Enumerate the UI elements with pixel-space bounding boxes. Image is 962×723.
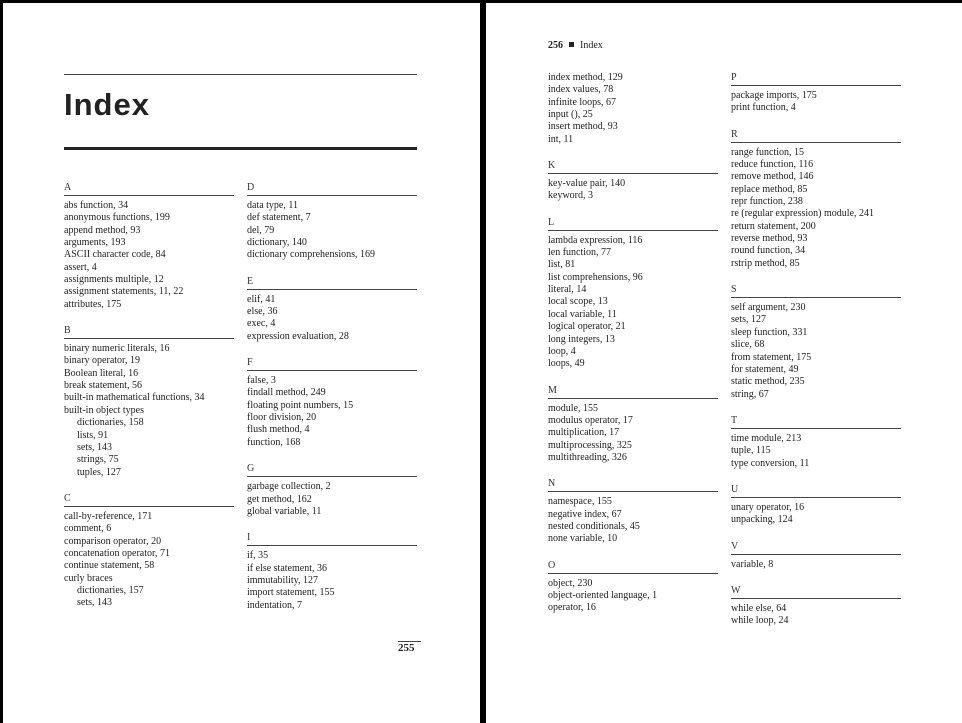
- index-entry: reverse method, 93: [731, 233, 808, 245]
- index-entry: long integers, 13: [548, 333, 615, 345]
- index-entry: comparison operator, 20: [64, 535, 162, 547]
- entry-list: [731, 147, 901, 270]
- section-letter: F: [247, 357, 253, 369]
- index-entry: loop, 4: [548, 345, 576, 357]
- entry-list: [731, 603, 901, 628]
- section-rule: [247, 289, 417, 290]
- index-entry: get method, 162: [247, 493, 312, 505]
- index-entry: unpacking, 124: [731, 514, 793, 526]
- index-entry: expression evaluation, 28: [247, 330, 349, 342]
- index-entry: static method, 235: [731, 376, 805, 388]
- index-entry: keyword, 3: [548, 190, 593, 202]
- index-entry: assert, 4: [64, 261, 97, 273]
- entry-list: [247, 375, 417, 449]
- index-entry: concatenation operator, 71: [64, 547, 170, 559]
- index-entry: operator, 16: [548, 602, 596, 614]
- index-entry: negative index, 67: [548, 508, 622, 520]
- index-entry: self argument, 230: [731, 302, 806, 314]
- entry-list: [548, 235, 718, 371]
- index-entry: while loop, 24: [731, 615, 789, 627]
- section-letter: K: [548, 160, 556, 172]
- index-section-g: [247, 463, 417, 518]
- index-section-t: [731, 415, 901, 470]
- section-rule: [247, 195, 417, 196]
- index-entry: sets, 127: [731, 314, 766, 326]
- index-entry: list comprehensions, 96: [548, 271, 643, 283]
- index-entry: replace method, 85: [731, 183, 808, 195]
- entry-list: [548, 178, 718, 203]
- index-entry: Boolean literal, 16: [64, 367, 139, 379]
- header-title: Index: [580, 40, 603, 51]
- index-column: [64, 182, 234, 624]
- index-section-o: [548, 560, 718, 615]
- page-title: Index: [64, 87, 150, 122]
- index-section-w: [731, 585, 901, 628]
- right-page: [486, 3, 962, 723]
- index-entry: namespace, 155: [548, 496, 612, 508]
- index-section-c: [64, 493, 234, 610]
- section-letter: W: [731, 584, 741, 596]
- index-entry: assignment statements, 11, 22: [64, 286, 184, 298]
- section-letter: O: [548, 559, 556, 571]
- index-section-r: [731, 129, 901, 270]
- entry-list: [64, 511, 234, 610]
- index-entry: list, 81: [548, 259, 576, 271]
- section-letter: T: [731, 414, 738, 426]
- index-entry: indentation, 7: [247, 599, 302, 611]
- index-entry: multiplication, 17: [548, 427, 620, 439]
- index-entry: garbage collection, 2: [247, 481, 331, 493]
- index-entry: anonymous functions, 199: [64, 212, 170, 224]
- index-entry: false, 3: [247, 375, 276, 387]
- index-entry: modulus operator, 17: [548, 414, 633, 426]
- index-section-v: [731, 541, 901, 571]
- index-entry: flush method, 4: [247, 424, 310, 436]
- section-rule: [731, 497, 901, 498]
- index-entry: none variable, 10: [548, 533, 618, 545]
- section-rule: [247, 370, 417, 371]
- index-entry: int, 11: [548, 133, 574, 145]
- index-entry: exec, 4: [247, 318, 276, 330]
- index-section-i: [247, 532, 417, 612]
- index-entry: function, 168: [247, 436, 301, 448]
- index-entry: curly braces: [64, 572, 113, 584]
- entry-list: [64, 343, 234, 479]
- section-rule: [731, 598, 901, 599]
- section-letter: P: [731, 72, 737, 83]
- index-subentry: lists, 91: [77, 429, 109, 441]
- index-entry: module, 155: [548, 402, 598, 414]
- header-page-number: 256: [548, 40, 563, 51]
- section-letter: B: [64, 325, 71, 337]
- index-entry: immutability, 127: [247, 574, 319, 586]
- section-letter: L: [548, 216, 555, 228]
- index-section-b: [64, 325, 234, 479]
- index-entry: len function, 77: [548, 247, 612, 259]
- index-section-u: [731, 484, 901, 527]
- index-entry: arguments, 193: [64, 237, 126, 249]
- index-entry: dictionary, 140: [247, 237, 307, 249]
- index-entry: built-in mathematical functions, 34: [64, 392, 205, 404]
- section-rule: [731, 428, 901, 429]
- index-entry: multiprocessing, 325: [548, 439, 632, 451]
- running-header: [548, 40, 603, 51]
- index-entry: round function, 34: [731, 245, 806, 257]
- index-entry: binary numeric literals, 16: [64, 343, 170, 355]
- index-entry: re (regular expression) module, 241: [731, 208, 875, 220]
- index-entry: infinite loops, 67: [548, 96, 617, 108]
- index-entry: findall method, 249: [247, 387, 326, 399]
- index-entry: insert method, 93: [548, 121, 618, 133]
- index-entry: index values, 78: [548, 84, 614, 96]
- index-subentry: dictionaries, 158: [77, 417, 144, 429]
- index-entry: binary operator, 19: [64, 355, 140, 367]
- section-rule: [731, 85, 901, 86]
- index-entry: remove method, 146: [731, 171, 814, 183]
- index-entry: del, 79: [247, 224, 275, 236]
- index-entry: for statement, 49: [731, 363, 799, 375]
- index-entry: append method, 93: [64, 224, 141, 236]
- index-column: [548, 72, 718, 629]
- index-entry: built-in object types: [64, 404, 144, 416]
- index-section-f: [247, 357, 417, 449]
- index-entry: slice, 68: [731, 339, 765, 351]
- index-entry: rstrip method, 85: [731, 257, 800, 269]
- index-entry: else, 36: [247, 306, 278, 318]
- index-entry: if else statement, 36: [247, 562, 327, 574]
- entry-list: [247, 294, 417, 343]
- index-section-n: [548, 478, 718, 545]
- index-entry: reduce function, 116: [731, 159, 814, 171]
- section-letter: C: [64, 492, 71, 504]
- index-entry: local scope, 13: [548, 296, 608, 308]
- index-subentry: dictionaries, 157: [77, 584, 144, 596]
- index-entry: import statement, 155: [247, 587, 335, 599]
- index-entry: repr function, 238: [731, 196, 803, 208]
- index-entry: loops, 49: [548, 358, 585, 370]
- section-rule: [548, 173, 718, 174]
- index-entry: index method, 129: [548, 72, 623, 83]
- entry-list: [548, 403, 718, 465]
- section-letter: M: [548, 384, 557, 396]
- section-rule: [64, 506, 234, 507]
- entry-list: [64, 200, 234, 311]
- section-rule: [548, 398, 718, 399]
- index-section-s: [731, 284, 901, 401]
- entry-list: [247, 550, 417, 612]
- entry-list: [247, 481, 417, 518]
- index-entry: comment, 6: [64, 523, 112, 535]
- index-entry: global variable, 11: [247, 505, 322, 517]
- title-rule-bottom: [64, 147, 417, 150]
- index-entry: package imports, 175: [731, 90, 817, 101]
- index-subentry: sets, 143: [77, 441, 112, 453]
- section-letter: E: [247, 275, 254, 287]
- index-entry: while else, 64: [731, 602, 787, 614]
- index-subentry: sets, 143: [77, 597, 112, 609]
- index-entry: assignments multiple, 12: [64, 274, 164, 286]
- index-entry: key-value pair, 140: [548, 178, 626, 190]
- index-entry: tuple, 115: [731, 445, 771, 457]
- index-entry: ASCII character code, 84: [64, 249, 166, 261]
- index-subentry: tuples, 127: [77, 466, 121, 478]
- index-entry: object, 230: [548, 577, 593, 589]
- section-rule: [731, 554, 901, 555]
- index-entry: continue statement, 58: [64, 560, 155, 572]
- page-number: 255: [398, 642, 415, 654]
- section-letter: V: [731, 540, 739, 552]
- entry-list: [548, 578, 718, 615]
- index-entry: nested conditionals, 45: [548, 520, 640, 532]
- index-entry: object-oriented language, 1: [548, 589, 658, 601]
- entry-list: [731, 559, 901, 571]
- index-entry: abs function, 34: [64, 200, 129, 211]
- entry-list: [548, 496, 718, 545]
- index-entry: local variable, 11: [548, 308, 617, 320]
- entry-list: [548, 72, 718, 146]
- index-entry: lambda expression, 116: [548, 234, 643, 246]
- index-entry: call-by-reference, 171: [64, 510, 153, 522]
- index-section-e: [247, 276, 417, 343]
- index-entry: floating point numbers, 15: [247, 399, 354, 411]
- index-section-d: [247, 182, 417, 262]
- section-rule: [64, 195, 234, 196]
- index-entry: floor division, 20: [247, 412, 317, 424]
- section-rule: [548, 491, 718, 492]
- entry-list: [731, 90, 901, 115]
- index-entry: logical operator, 21: [548, 321, 626, 333]
- left-page: [3, 3, 480, 723]
- section-letter: I: [247, 532, 251, 544]
- index-entry: if, 35: [247, 550, 269, 562]
- index-entry: attributes, 175: [64, 298, 122, 310]
- section-letter: A: [64, 182, 72, 193]
- index-subentry: strings, 75: [77, 454, 119, 466]
- index-entry: dictionary comprehensions, 169: [247, 249, 376, 261]
- section-letter: R: [731, 128, 738, 140]
- entry-list: [731, 502, 901, 527]
- index-entry: sleep function, 331: [731, 326, 808, 338]
- section-rule: [64, 338, 234, 339]
- square-bullet-icon: [569, 42, 574, 47]
- index-entry: data type, 11: [247, 200, 299, 211]
- index-entry: variable, 8: [731, 558, 774, 570]
- section-rule: [247, 545, 417, 546]
- section-letter: D: [247, 182, 255, 193]
- index-entry: unary operator, 16: [731, 501, 805, 513]
- index-entry: return statement, 200: [731, 220, 816, 232]
- index-entry: string, 67: [731, 388, 769, 400]
- index-entry: multithreading, 326: [548, 451, 627, 463]
- section-rule: [247, 476, 417, 477]
- section-rule: [731, 297, 901, 298]
- index-entry: from statement, 175: [731, 351, 812, 363]
- index-entry: time module, 213: [731, 432, 802, 444]
- index-entry: literal, 14: [548, 284, 587, 296]
- index-section-continued: [548, 72, 718, 146]
- title-rule-top: [64, 74, 417, 75]
- index-column: [247, 182, 417, 626]
- index-column: [731, 72, 901, 642]
- index-entry: range function, 15: [731, 146, 805, 158]
- index-section-l: [548, 217, 718, 371]
- section-rule: [548, 573, 718, 574]
- section-letter: G: [247, 463, 255, 475]
- index-entry: type conversion, 11: [731, 457, 810, 469]
- section-rule: [731, 142, 901, 143]
- entry-list: [731, 433, 901, 470]
- index-section-k: [548, 160, 718, 203]
- section-rule: [548, 230, 718, 231]
- index-section-p: [731, 72, 901, 115]
- index-entry: input (), 25: [548, 109, 593, 121]
- entry-list: [247, 200, 417, 262]
- index-section-a: [64, 182, 234, 311]
- entry-list: [731, 302, 901, 401]
- index-entry: elif, 41: [247, 293, 276, 305]
- section-letter: U: [731, 483, 739, 495]
- section-letter: S: [731, 284, 737, 296]
- section-letter: N: [548, 478, 556, 490]
- index-entry: break statement, 56: [64, 380, 143, 392]
- index-entry: def statement, 7: [247, 212, 311, 224]
- index-section-m: [548, 385, 718, 465]
- index-entry: print function, 4: [731, 102, 796, 114]
